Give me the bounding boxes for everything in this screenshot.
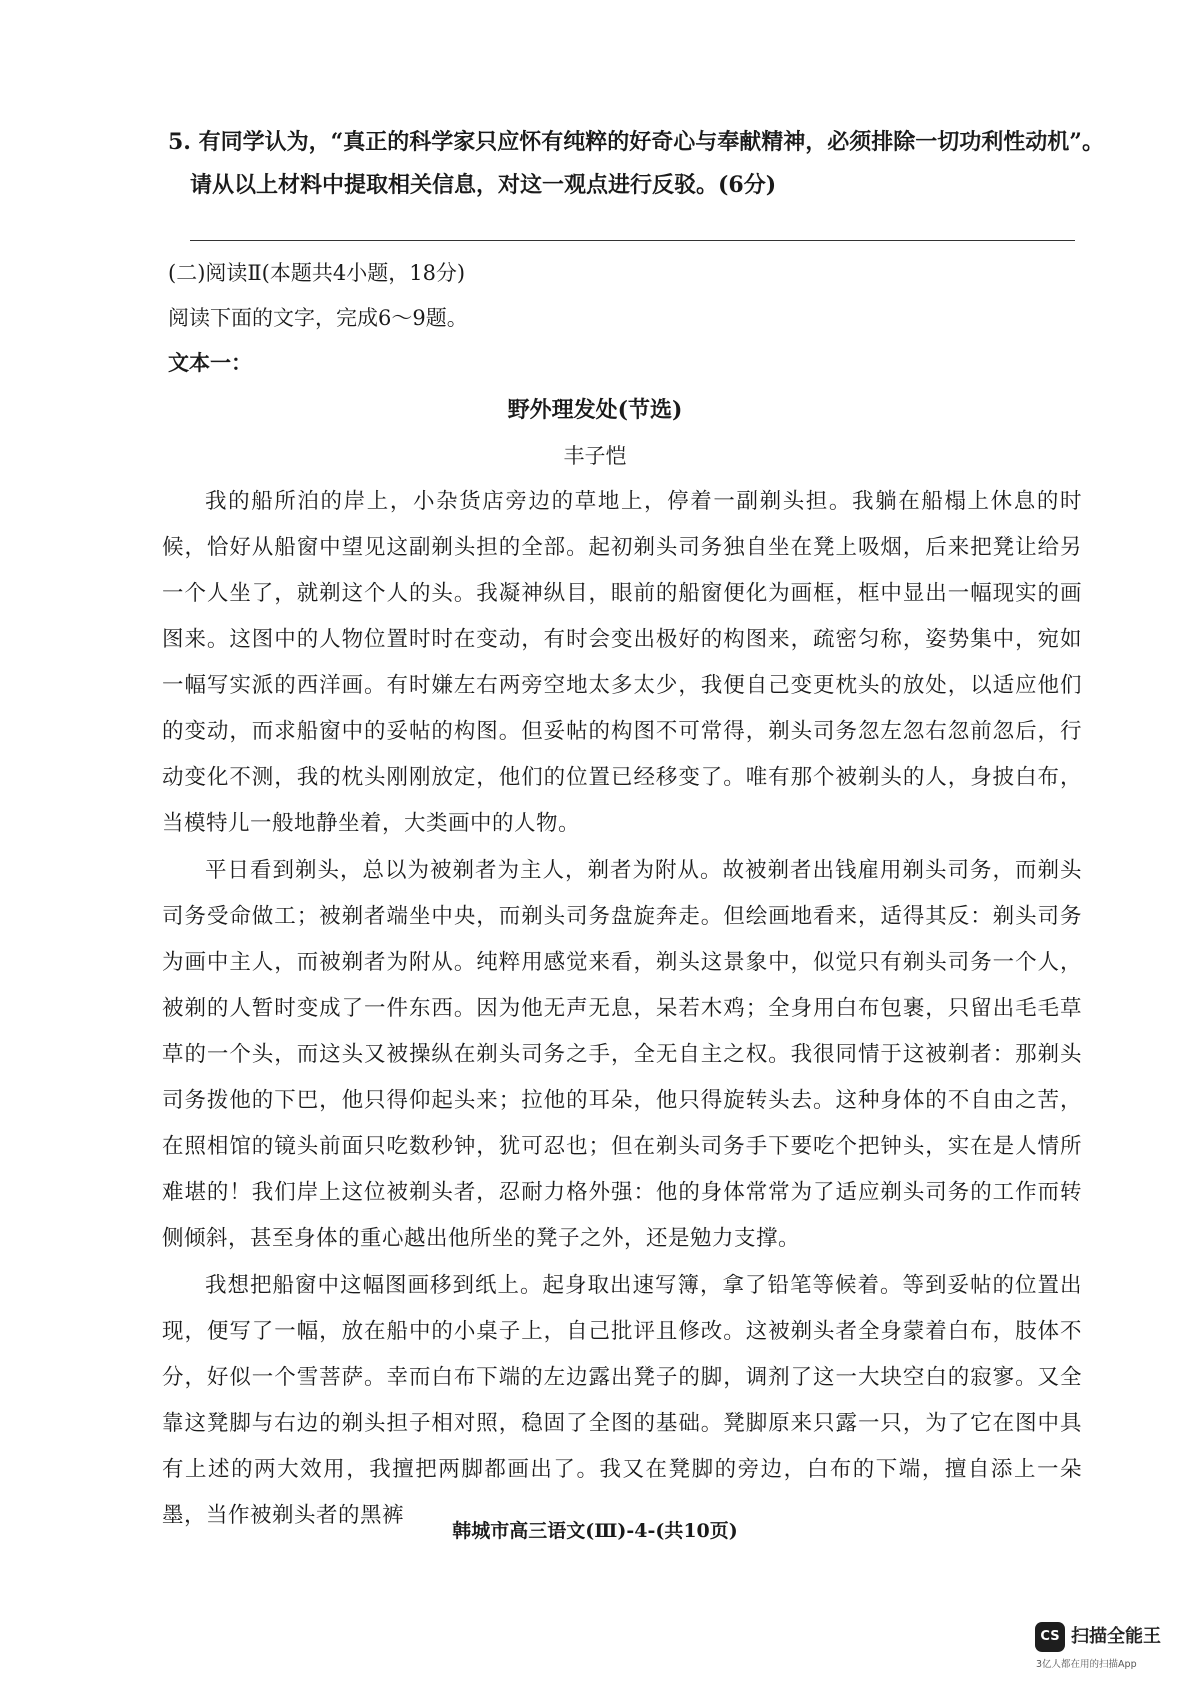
article-author: 丰子恺 <box>563 444 627 468</box>
camscanner-logo-icon: CS <box>1035 1622 1065 1652</box>
article-paragraph-1: 我的船所泊的岸上，小杂货店旁边的草地上，停着一副剃头担。我躺在船榻上休息的时候，恰好从船窗中望见这副剃头担的全部。起初剃头司务独自坐在凳上吸烟，后来把凳让给另一个人坐了，就剃这个人的头。我凝神纵目，眼前的船窗便化为画框，框中显出一幅现实的画图来。这图中的人物位置时时在变动，有时会变出极好的构图来，疏密匀称，姿势集中，宛如一幅写实派的西洋画。有时嫌左右两旁空地太多太少，我便自己变更枕头的放处，以适应他们的变动，而求船窗中的妥帖的构图。但妥帖的构图不可常得，剃头司务忽左忽右忽前忽后，行动变化不测，我的枕头刚刚放定，他们的位置已经移变了。唯有那个被剃头的人，身披白布，当模特儿一般地静坐着，大类画中的人物。 <box>162 489 1082 836</box>
answer-blank-line <box>190 240 1075 241</box>
scanner-watermark <box>1035 1622 1175 1678</box>
article-paragraph-2: 平日看到剃头，总以为被剃者为主人，剃者为附从。故被剃者出钱雇用剃头司务，而剃头司务受命做工；被剃者端坐中央，而剃头司务盘旋奔走。但绘画地看来，适得其反：剃头司务为画中主人，而被剃者为附从。纯粹用感觉来看，剃头这景象中，似觉只有剃头司务一个人，被剃的人暂时变成了一件东西。因为他无声无息，呆若木鸡；全身用白布包裹，只留出毛毛草草的一个头，而这头又被操纵在剃头司务之手，全无自主之权。我很同情于这被剃者：那剃头司务拨他的下巴，他只得仰起头来；拉他的耳朵，他只得旋转头去。这种身体的不自由之苦，在照相馆的镜头前面只吃数秒钟，犹可忍也；但在剃头司务手下要吃个把钟头，实在是人情所难堪的！我们岸上这位被剃头者，忍耐力格外强：他的身体常常为了适应剃头司务的工作而转侧倾斜，甚至身体的重心越出他所坐的凳子之外，还是勉力支撑。 <box>162 858 1082 1251</box>
text-label: 文本一： <box>168 350 252 375</box>
watermark-app-name: 扫描全能王 <box>1071 1626 1161 1647</box>
watermark-tagline: 3亿人都在用的扫描App <box>1036 1659 1137 1670</box>
question-5-instruction: 请从以上材料中提取相关信息，对这一观点进行反驳。(6分) <box>190 172 777 198</box>
article-title: 野外理发处(节选) <box>507 397 683 423</box>
question-5-prompt: 5. 有同学认为，“真正的科学家只应怀有纯粹的好奇心与奉献精神，必须排除一切功利性动机”。 <box>168 129 1104 155</box>
reading-instruction: 阅读下面的文字，完成6～9题。 <box>168 306 468 330</box>
section-heading: (二)阅读Ⅱ(本题共4小题，18分) <box>168 261 466 285</box>
article-paragraph-3: 我想把船窗中这幅图画移到纸上。起身取出速写簿，拿了铅笔等候着。等到妥帖的位置出现，便写了一幅，放在船中的小桌子上，自己批评且修改。这被剃头者全身蒙着白布，肢体不分，好似一个雪菩萨。幸而白布下端的左边露出凳子的脚，调剂了这一大块空白的寂寥。又全靠这凳脚与右边的剃头担子相对照，稳固了全图的基础。凳脚原来只露一只，为了它在图中具有上述的两大效用，我擅把两脚都画出了。我又在凳脚的旁边，白布的下端，擅自添上一朵墨，当作被剃头者的黑裤 <box>162 1273 1082 1528</box>
page-footer: 韩城市高三语文(Ⅲ)-4-(共10页) <box>452 1520 738 1542</box>
